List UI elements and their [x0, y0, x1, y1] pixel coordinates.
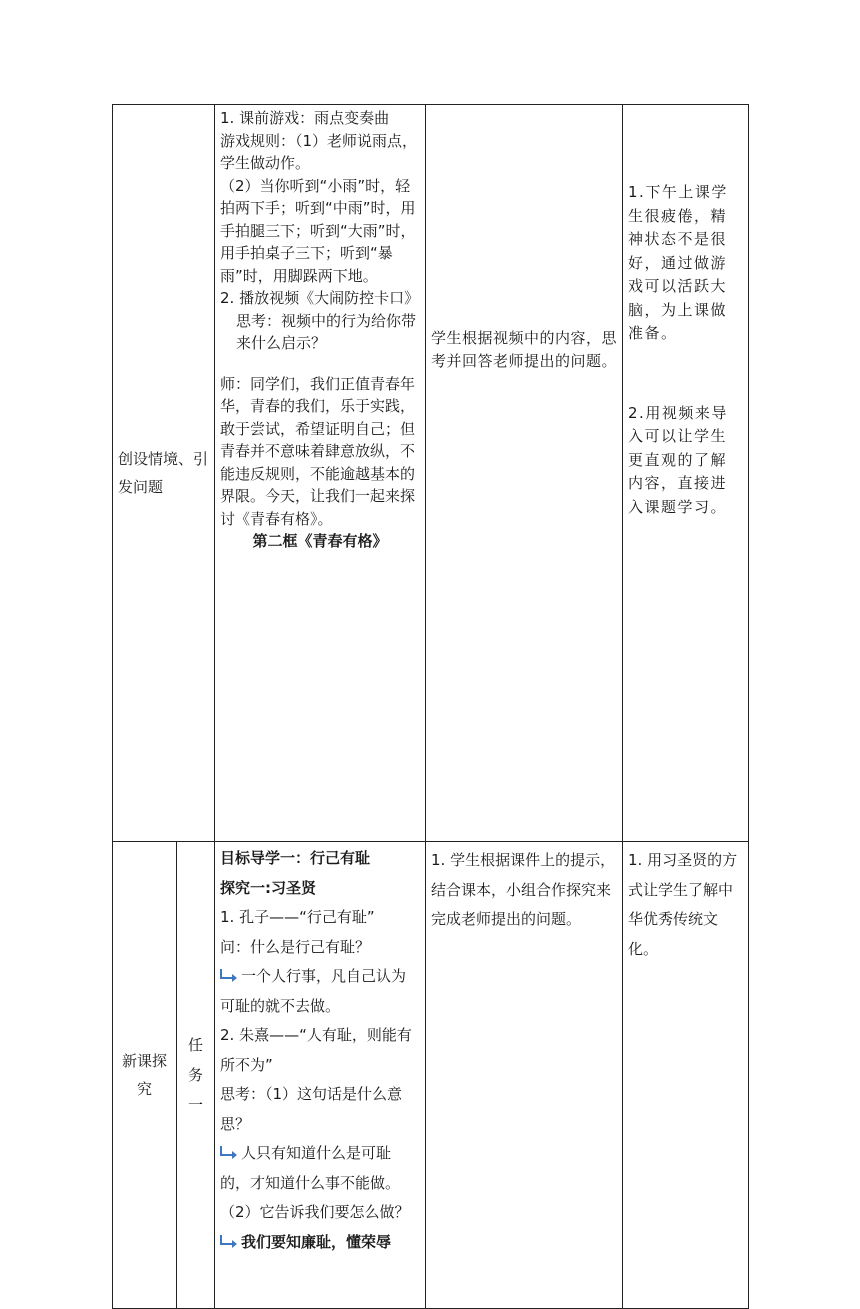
teacher-activity-cell: [215, 105, 426, 842]
activity-line: 师：同学们，我们正值青春年华，青春的我们，乐于实践，敢于尝试，希望证明自己；但青春并不意味着肆意放纵，不能违反规则，不能逾越基本的界限。今天，让我们一起来探讨《青春有格》。: [220, 374, 416, 528]
activity-line: 思考：视频中的行为给你带来什么启示？: [236, 311, 417, 352]
inquiry-heading: 探究一:习圣贤: [220, 878, 317, 897]
spacer: [220, 355, 420, 373]
stage-label-cell: [113, 105, 215, 842]
activity-line: 2. 朱熹——“人有耻，则能有所不为”: [220, 1026, 412, 1074]
arrow-turn-right-icon: [220, 968, 238, 982]
lesson-plan-table: [112, 104, 749, 1309]
activity-line: 2. 播放视频《大闹防控卡口》: [220, 289, 420, 307]
activity-line: （2）它告诉我们要怎么做？: [220, 1203, 410, 1221]
answer-text: 我们要知廉耻，懂荣辱: [241, 1232, 392, 1251]
spacer: [628, 346, 743, 402]
design-intent-1: 1.下午上课学生很疲倦，精神状态不是很好，通过做游戏可以活跃大脑，为上课做准备。: [628, 183, 728, 342]
student-activity: 学生根据视频中的内容，思考并回答老师提出的问题。: [431, 329, 618, 370]
stage-label: 新课探究: [121, 1052, 167, 1098]
task-label: 任务一: [187, 1036, 203, 1114]
activity-line: 1. 孔子——“行己有耻”: [220, 908, 375, 926]
student-activity-cell: [426, 842, 623, 1309]
design-intent-2: 2.用视频来导入可以让学生更直观的了解内容，直接进入课题学习。: [628, 403, 728, 516]
answer-line: [220, 1139, 420, 1198]
arrow-turn-right-icon: [220, 1145, 238, 1159]
answer-line: [220, 962, 420, 1021]
activity-line: 1. 课前游戏：雨点变奏曲: [220, 109, 390, 127]
teacher-activity-cell: [215, 842, 426, 1309]
student-activity-cell: [426, 105, 623, 842]
goal-heading: 目标导学一：行己有耻: [220, 849, 371, 867]
design-intent-cell: [623, 842, 749, 1309]
stage-row-2: [113, 842, 749, 1309]
answer-text: 一个人行事，凡自己认为可耻的就不去做。: [220, 967, 407, 1015]
answer-text: 人只有知道什么是可耻的，才知道什么事不能做。: [220, 1144, 401, 1192]
design-intent-cell: [623, 105, 749, 842]
answer-line: [220, 1228, 420, 1258]
activity-line: 游戏规则：（1）老师说雨点，学生做动作。: [220, 131, 418, 172]
section-title: 第二框《青春有格》: [252, 532, 388, 550]
student-activity: 1. 学生根据课件上的提示，结合课本，小组合作探究来完成老师提出的问题。: [431, 851, 616, 928]
task-label-cell: [177, 842, 215, 1309]
design-intent: 1. 用习圣贤的方式让学生了解中华优秀传统文化。: [628, 851, 738, 958]
activity-line: （2）当你听到“小雨”时，轻拍两下手；听到“中雨”时，用手拍腿三下；听到“大雨”时，用手拍桌子三下；听到“暴雨”时，用脚跺两下地。: [220, 176, 416, 285]
activity-line: 问：什么是行己有耻？: [220, 937, 371, 956]
arrow-turn-right-icon: [220, 1234, 238, 1248]
stage-row-1: [113, 105, 749, 842]
activity-line: 思考：（1）这句话是什么意思？: [220, 1085, 403, 1133]
stage-label-cell: [113, 842, 177, 1309]
stage-label: 创设情境、引发问题: [118, 450, 209, 496]
